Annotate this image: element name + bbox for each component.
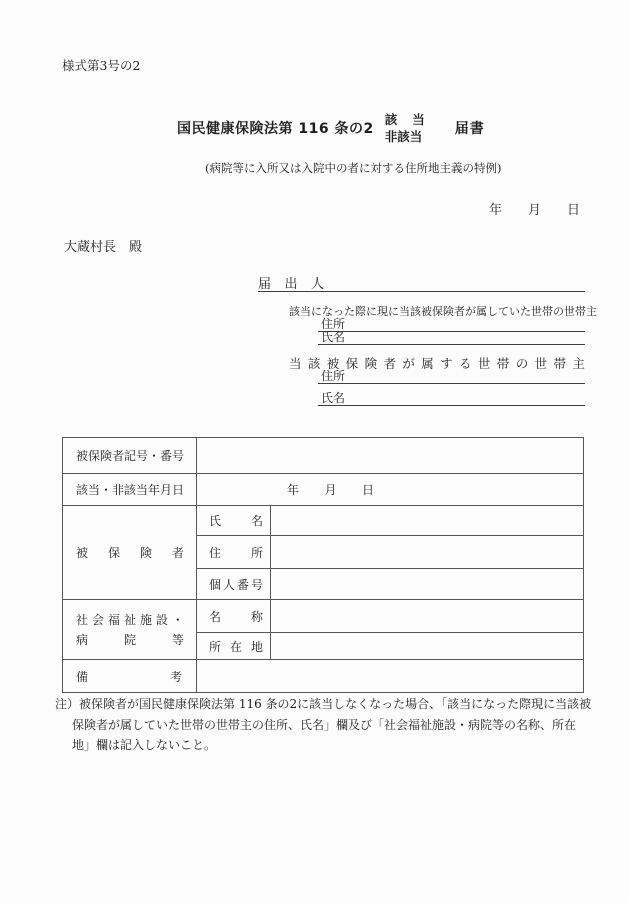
footnote-line-3: 地」欄は記入しないこと。 [72,738,217,752]
footnote-line-1: 注）被保険者が国民健康保険法第 116 条の2に該当しなくなった場合、「該当になった際現に当該被 [55,697,592,711]
row-insured-number [63,438,584,474]
footnote-line-2: 保険者が属していた世帯の世帯主の住所、氏名」欄及び「社会福祉施設・病院等の名称、所在 [72,717,577,732]
household1-address-field [318,318,585,332]
cell-insured-name-label: 氏 名 [197,506,271,536]
title-status-applicable: 該 当 [384,111,425,127]
cell-insured-name-value [271,506,584,536]
form-subtitle: (病院等に入所又は入院中の者に対する住所地主義の特例) [205,161,502,175]
cell-insured-label: 被 保 険 者 [63,506,197,600]
cell-date-value: 年 月 日 [197,474,584,506]
cell-facility-name-value [271,600,584,633]
cell-facility-location-label: 所 在 地 [197,633,271,660]
cell-facility-location-value [271,633,584,660]
cell-date-label: 該当・非該当年月日 [63,474,197,506]
form-table [62,437,584,693]
form-title [177,106,485,150]
footnote [55,694,603,756]
cell-facility-label: 社 会 福 祉 施 設 ・ 病 院 等 [63,600,197,660]
household1-name-field [318,331,585,345]
notifier-section2-title: 当 該 被 保 険 者 が 属 す る 世 帯 の 世 帯 主 [289,356,585,371]
row-remarks [63,660,584,693]
row-insured-name [63,506,584,536]
addressee: 大蔵村長 殿 [64,240,143,255]
cell-insured-address-value [271,536,584,569]
row-facility-name [63,600,584,633]
name-label: 氏名 [321,330,346,344]
address-label: 住所 [321,317,346,331]
cell-insured-number-label: 被保険者記号・番号 [63,438,197,474]
cell-insured-address-label: 住 所 [197,536,271,569]
household2-name-field [318,392,585,406]
cell-personal-number-value [271,569,584,600]
address-label: 住所 [321,369,346,383]
notifier-heading-field [258,277,585,292]
header-date-line: 年 月 日 [489,203,581,218]
cell-remarks-label: 備 考 [63,660,197,693]
cell-remarks-value [197,660,584,693]
cell-facility-name-label: 名 称 [197,600,271,633]
household2-address-field [318,370,585,384]
title-status-stack [385,111,425,146]
name-label: 氏名 [321,391,346,405]
notifier-section1-title: 該当になった際に現に当該被保険者が属していた世帯の世帯主 [289,305,597,318]
row-applicable-date [63,474,584,506]
cell-insured-number-value [197,438,584,474]
title-law-text: 国民健康保険法第 116 条の2 [177,121,374,137]
form-number: 様式第3号の2 [62,58,141,73]
cell-personal-number-label: 個 人 番 号 [197,569,271,600]
title-doc-type: 届書 [454,121,485,137]
notifier-heading-label: 届 出 人 [258,277,324,292]
title-status-not-applicable: 非該当 [384,129,423,144]
